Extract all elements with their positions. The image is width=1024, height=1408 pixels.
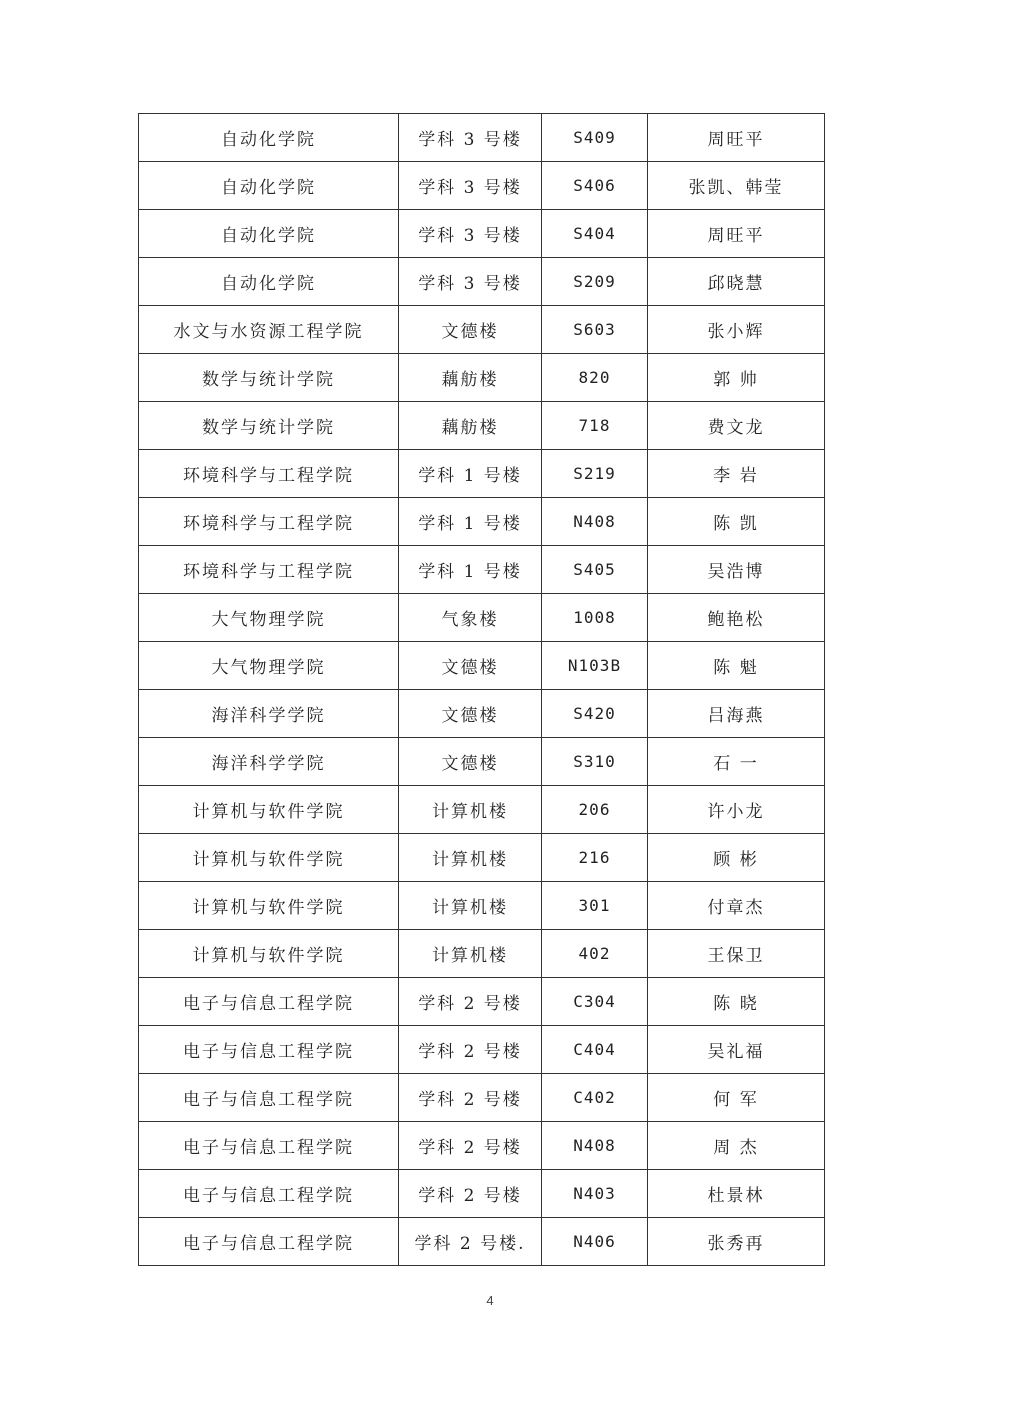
college-cell: 电子与信息工程学院 (139, 1122, 399, 1170)
room-cell: N406 (542, 1218, 648, 1266)
person-cell: 周 杰 (648, 1122, 825, 1170)
building-cell: 学科 2 号楼 (399, 1170, 542, 1218)
college-cell: 海洋科学学院 (139, 738, 399, 786)
room-cell: S406 (542, 162, 648, 210)
building-cell: 学科 3 号楼 (399, 114, 542, 162)
table-row (139, 642, 825, 690)
room-cell: S405 (542, 546, 648, 594)
lab-roster-table (138, 113, 825, 1266)
table-row (139, 834, 825, 882)
building-cell: 计算机楼 (399, 786, 542, 834)
building-cell: 学科 2 号楼 (399, 978, 542, 1026)
table-row (139, 978, 825, 1026)
person-cell: 邱晓慧 (648, 258, 825, 306)
person-cell: 陈 晓 (648, 978, 825, 1026)
building-cell: 学科 2 号楼 (399, 1026, 542, 1074)
room-cell: N103B (542, 642, 648, 690)
room-cell: C404 (542, 1026, 648, 1074)
table-row (139, 1074, 825, 1122)
college-cell: 自动化学院 (139, 114, 399, 162)
room-cell: S209 (542, 258, 648, 306)
building-cell: 学科 2 号楼 (399, 1074, 542, 1122)
table-row (139, 402, 825, 450)
table-row (139, 786, 825, 834)
page-number: 4 (486, 1293, 494, 1308)
person-cell: 张秀再 (648, 1218, 825, 1266)
college-cell: 自动化学院 (139, 258, 399, 306)
table-row (139, 1170, 825, 1218)
building-cell: 文德楼 (399, 642, 542, 690)
room-cell: N408 (542, 1122, 648, 1170)
room-cell: 1008 (542, 594, 648, 642)
person-cell: 石 一 (648, 738, 825, 786)
building-cell: 计算机楼 (399, 882, 542, 930)
building-cell: 学科 3 号楼 (399, 162, 542, 210)
building-cell: 学科 3 号楼 (399, 258, 542, 306)
building-cell: 学科 1 号楼 (399, 546, 542, 594)
college-cell: 计算机与软件学院 (139, 834, 399, 882)
room-cell: N403 (542, 1170, 648, 1218)
room-cell: S420 (542, 690, 648, 738)
person-cell: 许小龙 (648, 786, 825, 834)
building-cell: 文德楼 (399, 690, 542, 738)
building-cell: 计算机楼 (399, 834, 542, 882)
person-cell: 陈 凯 (648, 498, 825, 546)
table-row (139, 882, 825, 930)
room-cell: 718 (542, 402, 648, 450)
room-cell: 301 (542, 882, 648, 930)
person-cell: 张凯、韩莹 (648, 162, 825, 210)
room-cell: C402 (542, 1074, 648, 1122)
table-row (139, 546, 825, 594)
college-cell: 电子与信息工程学院 (139, 1218, 399, 1266)
building-cell: 藕舫楼 (399, 402, 542, 450)
person-cell: 费文龙 (648, 402, 825, 450)
college-cell: 计算机与软件学院 (139, 882, 399, 930)
building-cell: 文德楼 (399, 306, 542, 354)
person-cell: 李 岩 (648, 450, 825, 498)
person-cell: 郭 帅 (648, 354, 825, 402)
person-cell: 付章杰 (648, 882, 825, 930)
college-cell: 电子与信息工程学院 (139, 1074, 399, 1122)
room-cell: S310 (542, 738, 648, 786)
person-cell: 何 军 (648, 1074, 825, 1122)
college-cell: 自动化学院 (139, 210, 399, 258)
room-cell: 216 (542, 834, 648, 882)
college-cell: 大气物理学院 (139, 642, 399, 690)
building-cell: 学科 2 号楼 (399, 1122, 542, 1170)
college-cell: 自动化学院 (139, 162, 399, 210)
room-cell: C304 (542, 978, 648, 1026)
room-cell: 206 (542, 786, 648, 834)
person-cell: 周旺平 (648, 114, 825, 162)
room-cell: S219 (542, 450, 648, 498)
college-cell: 环境科学与工程学院 (139, 498, 399, 546)
college-cell: 电子与信息工程学院 (139, 1170, 399, 1218)
table-row (139, 690, 825, 738)
building-cell: 学科 1 号楼 (399, 450, 542, 498)
table-row (139, 258, 825, 306)
table-row (139, 1218, 825, 1266)
building-cell: 学科 3 号楼 (399, 210, 542, 258)
table-row (139, 594, 825, 642)
table-row (139, 210, 825, 258)
college-cell: 数学与统计学院 (139, 402, 399, 450)
room-cell: S404 (542, 210, 648, 258)
college-cell: 环境科学与工程学院 (139, 450, 399, 498)
table-row (139, 114, 825, 162)
college-cell: 计算机与软件学院 (139, 786, 399, 834)
table-row (139, 930, 825, 978)
person-cell: 鲍艳松 (648, 594, 825, 642)
table-row (139, 162, 825, 210)
person-cell: 杜景林 (648, 1170, 825, 1218)
table-row (139, 1122, 825, 1170)
college-cell: 电子与信息工程学院 (139, 1026, 399, 1074)
building-cell: 藕舫楼 (399, 354, 542, 402)
table-row (139, 450, 825, 498)
college-cell: 水文与水资源工程学院 (139, 306, 399, 354)
building-cell: 学科 1 号楼 (399, 498, 542, 546)
college-cell: 环境科学与工程学院 (139, 546, 399, 594)
person-cell: 吴浩博 (648, 546, 825, 594)
person-cell: 张小辉 (648, 306, 825, 354)
room-cell: N408 (542, 498, 648, 546)
college-cell: 海洋科学学院 (139, 690, 399, 738)
building-cell: 气象楼 (399, 594, 542, 642)
room-cell: S409 (542, 114, 648, 162)
college-cell: 计算机与软件学院 (139, 930, 399, 978)
table-row (139, 738, 825, 786)
table-row (139, 498, 825, 546)
person-cell: 吴礼福 (648, 1026, 825, 1074)
person-cell: 王保卫 (648, 930, 825, 978)
room-cell: 820 (542, 354, 648, 402)
building-cell: 计算机楼 (399, 930, 542, 978)
person-cell: 陈 魁 (648, 642, 825, 690)
person-cell: 吕海燕 (648, 690, 825, 738)
college-cell: 数学与统计学院 (139, 354, 399, 402)
college-cell: 大气物理学院 (139, 594, 399, 642)
table-row (139, 354, 825, 402)
building-cell: 学科 2 号楼. (399, 1218, 542, 1266)
room-cell: S603 (542, 306, 648, 354)
table-body (139, 114, 825, 1266)
college-cell: 电子与信息工程学院 (139, 978, 399, 1026)
person-cell: 顾 彬 (648, 834, 825, 882)
building-cell: 文德楼 (399, 738, 542, 786)
table-row (139, 306, 825, 354)
table-row (139, 1026, 825, 1074)
person-cell: 周旺平 (648, 210, 825, 258)
room-cell: 402 (542, 930, 648, 978)
